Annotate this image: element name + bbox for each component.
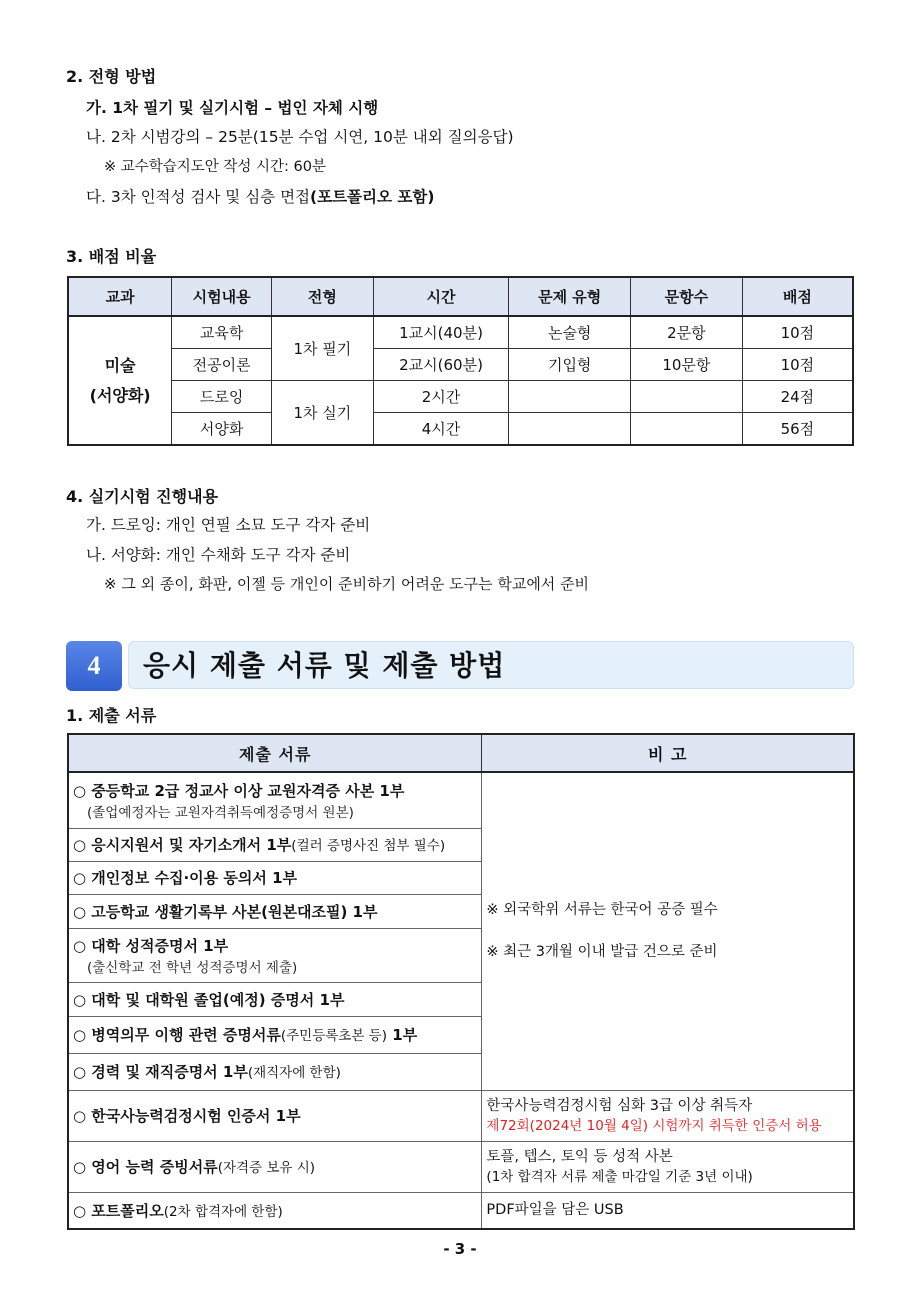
score-cell: 10점: [742, 316, 853, 349]
document-cell: ○ 고등학교 생활기록부 사본(원본대조필) 1부: [68, 894, 482, 928]
document-cell: [68, 1053, 482, 1090]
time-cell: 2교시(60분): [373, 349, 509, 381]
note-foreign-degree: ※ 외국학위 서류는 한국어 공증 필수: [486, 902, 718, 919]
note-cell: [482, 1141, 854, 1192]
document-detail: (졸업예정자는 교원자격취득예정증명서 원본): [87, 804, 354, 821]
header-notes: 비 고: [482, 734, 854, 772]
note-cell: [482, 1090, 854, 1141]
header-count: 문항수: [631, 277, 743, 316]
table-row: [68, 1192, 854, 1229]
document-detail: (재직자에 한함): [247, 1065, 341, 1081]
document-cell: ○ 대학 및 대학원 졸업(예정) 증명서 1부: [68, 982, 482, 1016]
score-cell: 56점: [742, 413, 853, 446]
document-cell: [68, 772, 482, 828]
document-name: ○ 포트폴리오: [73, 1201, 164, 1220]
section-3-title: 3. 배점 비율: [66, 247, 157, 266]
subject-name: 미술: [104, 355, 136, 375]
section-4-item-a: 가. 드로잉: 개인 연필 소묘 도구 각자 준비: [86, 516, 371, 534]
content-cell: 드로잉: [172, 381, 272, 413]
table-row: [68, 772, 854, 828]
document-detail: (주민등록초본 등): [280, 1028, 387, 1044]
qtype-cell: [509, 381, 631, 413]
document-name: ○ 경력 및 재직증명서 1부: [73, 1063, 248, 1081]
table-row: [68, 316, 853, 349]
document-count: 1부: [386, 1026, 418, 1044]
history-note: 한국사능력검정시험 심화 3급 이상 취득자: [486, 1097, 753, 1114]
header-content: 시험내용: [172, 277, 272, 316]
section-4-title: 4. 실기시험 진행내용: [66, 487, 218, 506]
table-row: [68, 413, 853, 446]
score-cell: 24점: [742, 381, 853, 413]
section-2-title: 2. 전형 방법: [66, 67, 157, 86]
header-documents: 제출 서류: [68, 734, 482, 772]
section-2-item-a: 가. 1차 필기 및 실기시험 – 법인 자체 시행: [86, 99, 379, 117]
header-subject: 교과: [68, 277, 172, 316]
document-cell: [68, 1192, 482, 1229]
content-cell: 교육학: [172, 316, 272, 349]
document-name: ○ 응시지원서 및 자기소개서 1부: [73, 836, 292, 854]
content-cell: 전공이론: [172, 349, 272, 381]
type-cell: 1차 실기: [271, 381, 373, 446]
document-cell: [68, 928, 482, 982]
time-cell: 2시간: [373, 381, 509, 413]
section-2-item-b: 나. 2차 시범강의 – 25분(15분 수업 시연, 10분 내외 질의응답): [86, 128, 514, 146]
note-cell: PDF파일을 담은 USB: [482, 1192, 854, 1229]
header-time: 시간: [373, 277, 509, 316]
document-cell: [68, 1141, 482, 1192]
score-cell: 10점: [742, 349, 853, 381]
section-number-badge: 4: [66, 641, 122, 691]
section-4-item-b: 나. 서양화: 개인 수채화 도구 각자 준비: [86, 546, 351, 564]
document-cell: ○ 한국사능력검정시험 인증서 1부: [68, 1090, 482, 1141]
document-detail: (자격증 보유 시): [217, 1160, 316, 1176]
document-detail: (2차 합격자에 한함): [163, 1203, 283, 1220]
count-cell: [631, 413, 743, 446]
document-detail: (컬러 증명사진 첨부 필수): [291, 838, 446, 854]
subject-cell: [68, 316, 172, 445]
document-name: ○ 대학 성적증명서 1부: [73, 936, 229, 955]
type-cell: 1차 필기: [271, 316, 373, 381]
section-2-note: ※ 교수학습지도안 작성 시간: 60분: [104, 159, 327, 175]
score-table-header: [68, 277, 853, 316]
document-name: ○ 중등학교 2급 정교사 이상 교원자격증 사본 1부: [73, 781, 405, 800]
time-cell: 1교시(40분): [373, 316, 509, 349]
header-type: 전형: [271, 277, 373, 316]
subject-detail: (서양화): [89, 385, 151, 405]
document-name: ○ 영어 능력 증빙서류: [73, 1158, 218, 1176]
count-cell: 2문항: [631, 316, 743, 349]
table-row: [68, 1090, 854, 1141]
time-cell: 4시간: [373, 413, 509, 446]
documents-table: [67, 733, 855, 1230]
document-cell: [68, 828, 482, 861]
document-cell: [68, 1016, 482, 1053]
document-cell: ○ 개인정보 수집·이용 동의서 1부: [68, 861, 482, 894]
qtype-cell: 논술형: [509, 316, 631, 349]
qtype-cell: [509, 413, 631, 446]
document-detail: (출신학교 전 학년 성적증명서 제출): [87, 959, 298, 976]
score-table: [67, 276, 854, 446]
count-cell: 10문항: [631, 349, 743, 381]
count-cell: [631, 381, 743, 413]
english-note: 토플, 텝스, 토익 등 성적 사본: [486, 1148, 673, 1165]
content-cell: 서양화: [172, 413, 272, 446]
section-2-item-c-text: 다. 3차 인적성 검사 및 심층 면접: [86, 188, 311, 206]
header-question-type: 문제 유형: [509, 277, 631, 316]
note-recent-issue: ※ 최근 3개월 이내 발급 건으로 준비: [486, 944, 718, 961]
header-score: 배점: [742, 277, 853, 316]
document-name: ○ 병역의무 이행 관련 증명서류: [73, 1026, 281, 1044]
table-row: [68, 349, 853, 381]
page-number: - 3 -: [443, 1240, 477, 1258]
common-notes-cell: [482, 772, 854, 1090]
documents-table-header: [68, 734, 854, 772]
qtype-cell: 기입형: [509, 349, 631, 381]
section-banner-title: 응시 제출 서류 및 제출 방법: [128, 641, 854, 689]
history-note-highlight: 제72회(2024년 10월 4일) 시험까지 취득한 인증서 허용: [486, 1117, 822, 1134]
english-note-detail: (1차 합격자 서류 제출 마감일 기준 3년 이내): [486, 1168, 753, 1185]
table-row: [68, 1141, 854, 1192]
section-2-item-c-bold: (포트폴리오 포함): [310, 188, 435, 206]
table-row: [68, 381, 853, 413]
section-4-note: ※ 그 외 종이, 화판, 이젤 등 개인이 준비하기 어려운 도구는 학교에서 준비: [104, 575, 590, 593]
docs-title: 1. 제출 서류: [66, 706, 157, 725]
section-2-item-c: [86, 185, 434, 207]
